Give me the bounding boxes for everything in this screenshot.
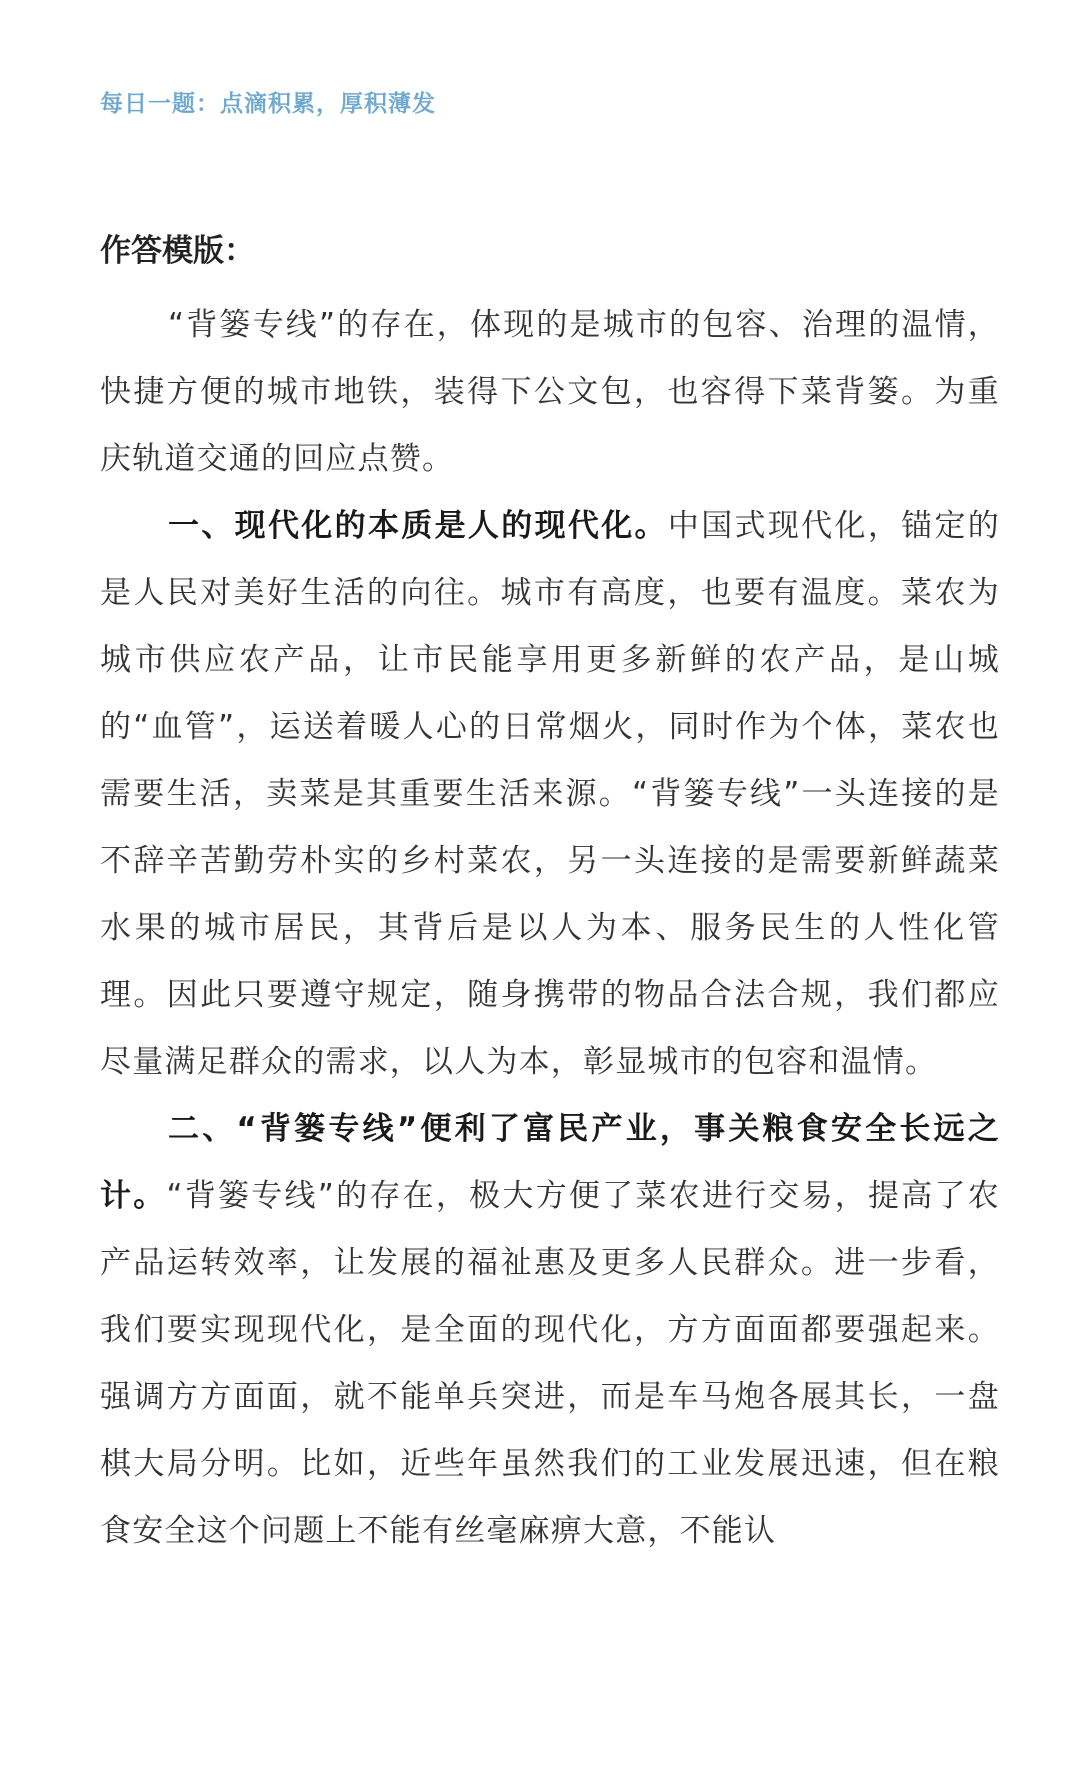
- point-one-body: 中国式现代化，锚定的是人民对美好生活的向往。城市有高度，也要有温度。菜农为城市供应农产品，让市民能享用更多新鲜的农产品，是山城的“血管”，运送着暖人心的日常烟火，同时作为个体，菜农也需要生活，卖菜是其重要生活来源。“背篓专线”一头连接的是不辞辛苦勤劳朴实的乡村菜农，另一头连接的是需要新鲜蔬菜水果的城市居民，其背后是以人为本、服务民生的人性化管理。因此只要遵守规定，随身携带的物品合法合规，我们都应尽量满足群众的需求，以人为本，彰显城市的包容和温情。: [100, 508, 1000, 1080]
- point-two-paragraph: [100, 1096, 1000, 1565]
- article-body: [100, 224, 1000, 1565]
- point-two-body: “背篓专线”的存在，极大方便了菜农进行交易，提高了农产品运转效率，让发展的福祉惠及更多人民群众。进一步看，我们要实现现代化，是全面的现代化，方方面面都要强起来。强调方方面面，就不能单兵突进，而是车马炮各展其长，一盘棋大局分明。比如，近些年虽然我们的工业发展迅速，但在粮食安全这个问题上不能有丝毫麻痹大意，不能认: [100, 1178, 1000, 1549]
- point-two-heading: 二、“背篓专线”便利了富民产业，事关粮食安全长远之计。: [100, 1111, 1000, 1214]
- daily-question-tagline: 每日一题：点滴积累，厚积薄发: [100, 91, 436, 117]
- intro-paragraph: “背篓专线”的存在，体现的是城市的包容、治理的温情，快捷方便的城市地铁，装得下公文包，也容得下菜背篓。为重庆轨道交通的回应点赞。: [100, 307, 1000, 477]
- point-one-heading: 一、现代化的本质是人的现代化。: [168, 508, 668, 544]
- answer-template-title: 作答模版：: [100, 233, 255, 269]
- point-one-paragraph: [100, 493, 1000, 1096]
